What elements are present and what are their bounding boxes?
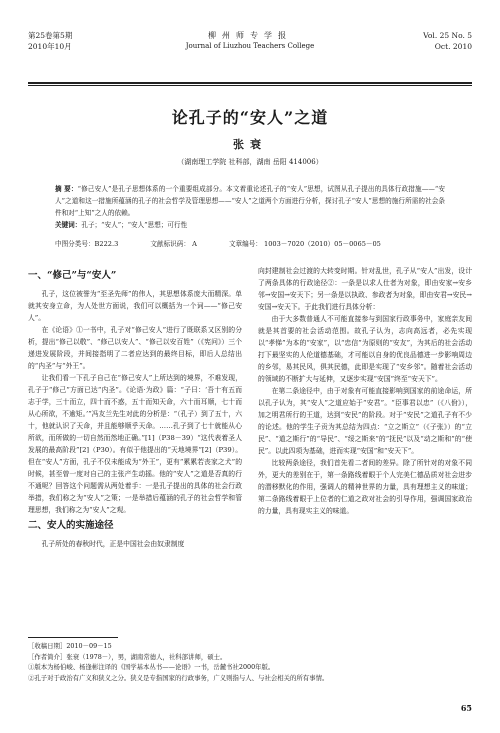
header-journal — [28, 30, 472, 52]
body-paragraph: 向封建制社会过渡的大转变时期。针对乱世，孔子从“安人”出发，设计了两条具体的行政途径②：一条是以求人仕者为对象，即由安家→安乡邻→安国→安天下；另一条是以执政、参政者为对象，即由安君→安民→安国→安天下。于此我们进行具体分析： — [258, 267, 472, 311]
body-paragraph: 在第二条途径中，由于对象有可能直接影响到国家的前途命运，所以孔子认为，其“安人”之道应始于“安君”。“臣事君以忠”（《八佾》），加之明君所行的王道，达到“安民”的阶段。对于“安民”之道孔子有不少的论述。他的学生子贡为其总结为四点：“立之斯立”（《子张》）的“立民”、“道之斯行”的“导民”、“绥之斯来”的“抚民”以及“动之斯和”的“使民”。以此四项为基础，进而实现“安国”和“安天下”。 — [258, 387, 472, 455]
abstract-block — [55, 183, 445, 231]
header-volume: 第25卷第5期 — [28, 31, 73, 40]
article-title: 论孔子的“安人”之道 — [171, 108, 329, 127]
keywords-text: 孔子；“安人”；“安人”思想；可行性 — [81, 221, 188, 229]
footnotes — [28, 641, 472, 683]
abstract-label: 摘 要： — [55, 185, 78, 193]
journal-name-en: Journal of Liuzhou Teachers College — [185, 42, 315, 50]
journal-name-cn: 柳州师专学报 — [208, 31, 292, 40]
body-paragraph: 在《论语》①一书中，孔子对“修己安人”进行了既联系又区别的分析，提出“修己以敬”、“修己以安人”、“修己以安百姓”（《宪问》）三个递进发展阶段，并间接指明了二者应达到的最终目标，即后人总结出的“内圣”与“外王”。 — [28, 326, 242, 370]
body-paragraph: 孔子，这位被誉为“至圣先师”的伟人，其思想体系庞大而精深。单就其安身立命，为人处世方面说，我们可以概括为一个词——“修己安人”。 — [28, 290, 242, 322]
footnote-2: ②孔子对于政治有广义和狭义之分。狭义是专指国家的行政事务，广义则指与人、与社会相关的所有事情。 — [28, 673, 329, 682]
section-heading-1: 一、“修己”与“安人” — [28, 270, 117, 281]
abstract — [55, 183, 445, 219]
keywords-label: 关键词： — [55, 221, 82, 229]
clc-number: 中图分类号：B222.3 — [55, 240, 119, 248]
footnote-rule — [28, 637, 118, 638]
header-volume-en: Vol. 25 No. 5 — [423, 31, 472, 40]
body-paragraph: 比较两条途径，我们首先看二者间的差异。除了所针对的对象不同外，更大的差别在于，第一条路线着眼于个人完美仁德品质对社会进步的潜移默化的作用，强调人的精神世界的力量，具有理想主义的味道；第二条路线着眼于上位者的仁道之政对社会的引导作用，强调国家政治的力量，具有现实主义的味道。 — [258, 459, 472, 515]
body-column-right — [258, 265, 472, 517]
footnote-1: ①版本为杨伯峻、杨逢彬注译的《国学基本丛书——论语》一书，岳麓书社2000年版。 — [28, 663, 275, 671]
body-paragraph: 让我们看一下孔子自己在“修己安人”上所达到的境界，不难发现，孔子于“修己”方面已达“内圣”。《论语·为政》篇：“子曰：‘吾十有五而志于学，三十而立，四十而不惑，五十而知天命，六十而耳顺，七十而从心所欲，不逾矩。’”冯友兰先生对此的分析是：“（孔子）到了五十，六十，他就认识了天命，并且能够顺乎天命。……孔子到了七十就能从心所欲，而所做的一切自然而然地正确。”[1]（P38－39）“这代表着圣人发展的最高阶段”[2]（P30）。有似于他提出的“天地境界”[2]（P39）。但在“安人”方面，孔子不仅未能成为“外王”，更有“累累若丧家之犬”的时候，甚至曾一度对自己的主张产生动摇。他的“安人”之道是否真的行不通呢？回答这个问题需从两处着手：一是孔子提出的具体的社会行政举措，我们称之为“安人”之策；一是举措后蕴涵的孔子的社会哲学和管理思想，我们称之为“安人”之观。 — [28, 374, 242, 514]
body-paragraph: 由于大多数普通人不可能直接参与到国家行政事务中，家庭亲友间就是其首要的社会活动范围。故孔子认为，志向高远者，必先实现以“孝悌”为本的“安家”，以“忠信”为原则的“安友”，为其后的社会活动打下最坚实的人伦道德基础，才可能以自身的优良品德进一步影响周边的乡邻，易其民风，俱其民德，此即是实现了“安乡邻”。随着社会活动的领域的不断扩大与延伸，又逐步实现“安国”终至“安天下”。 — [258, 315, 472, 383]
received-date: ［收稿日期］2010－09－15 — [28, 642, 112, 650]
header-date: 2010年10月 — [28, 42, 72, 51]
article-author: 张衰 — [233, 138, 267, 151]
abstract-text: “修己安人”是孔子思想体系的一个重要组成部分。本文着重论述孔子的“安人”思想，试图从孔子提出的具体行政措施——“安人”之道和这一措施所蕴涵的孔子的社会哲学及管理思想——“安人”之道两个方面进行分析，探讨孔子“安人”思想的施行所需的社会条件和对“上知”之人的依赖。 — [55, 185, 446, 217]
body-column-left — [28, 268, 242, 550]
page-number: 65 — [460, 703, 472, 713]
body-paragraph: 孔子所处的春秋时代，正是中国社会由奴隶制度 — [41, 540, 185, 548]
header-volume-info-en — [423, 30, 472, 52]
classification-line — [55, 238, 445, 250]
author-affiliation: （湖南理工学院 社科部，湖南 岳阳 414006） — [177, 158, 323, 166]
document-code: 文献标识码： A — [150, 240, 197, 248]
header-rule-thin — [28, 85, 472, 86]
keywords — [55, 219, 445, 231]
running-header — [28, 30, 472, 80]
article-number: 文章编号： 1003－7020（2010）05－0065－05 — [228, 240, 381, 248]
author-bio: ［作者简介］张衰（1978－），男，湖南常德人，社科部讲师，硕士。 — [28, 652, 227, 661]
header-date-en: Oct. 2010 — [434, 42, 472, 51]
section-heading-2: 二、安人的实施途径 — [28, 520, 114, 531]
header-rule — [28, 82, 472, 84]
